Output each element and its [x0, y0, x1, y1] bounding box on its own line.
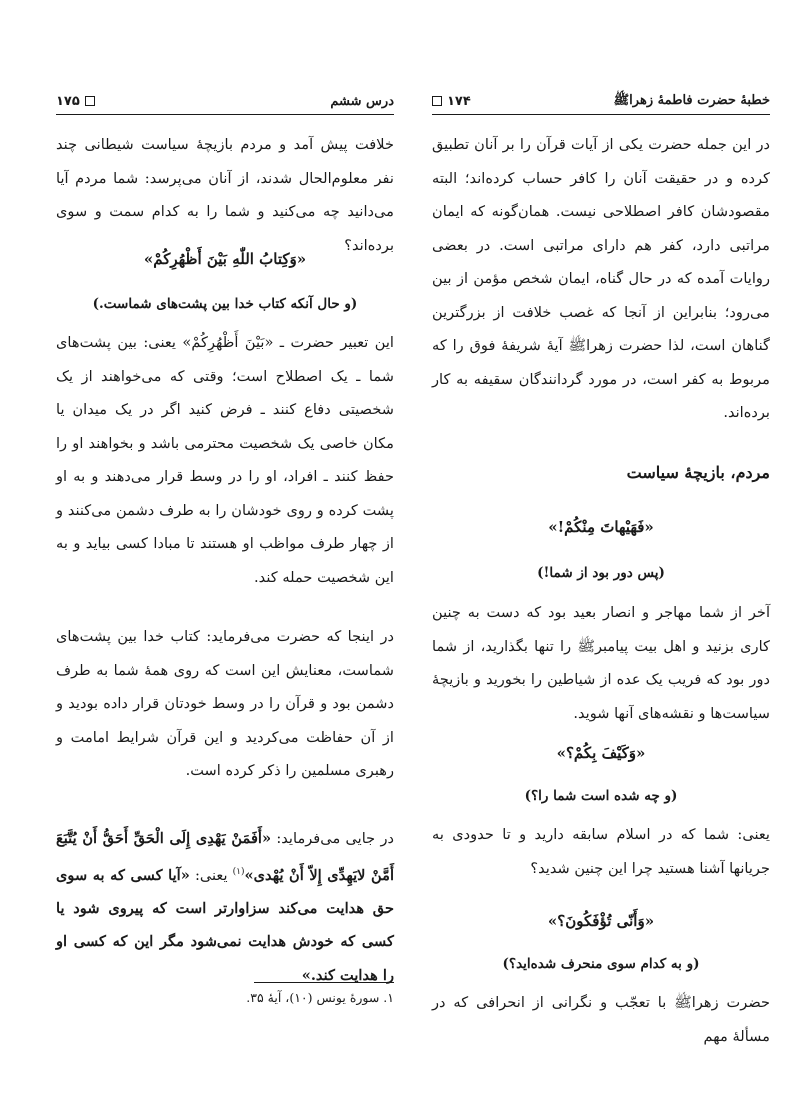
left-paragraph-4: [56, 822, 394, 992]
arabic-quote-2: «وَکَیْفَ بِکُمْ؟»: [556, 744, 646, 762]
left-running-head: [56, 88, 394, 115]
quote-translation-3: (و به کدام سوی منحرف شده‌اید؟): [502, 956, 700, 972]
right-paragraph-2: آخر از شما مهاجر و انصار بعید بود که دست به چنین کاری بزنید و اهل بیت پیامبرﷺ را تنها بگذارید، از شما دور بود که فریب یک عده از شیاطین را بخورید و بازیچهٔ سیاست‌ها و نقشه‌های آنها شوید.: [432, 604, 770, 722]
left-paragraph-3: در اینجا که حضرت می‌فرماید: کتاب خدا بین پشت‌های شماست، معنایش این است که روی همهٔ شما به طرف دشمن بود و قرآن را در وسط خودتان قرار داده بودید و از آن حفاظت می‌کردید و این قرآن شرایط امامت و رهبری مسلمین را ذکر کرده است.: [56, 628, 394, 779]
right-paragraph-1: در این جمله حضرت یکی از آیات قرآن را بر آنان تطبیق کرده و در حقیقت آنان را کافر حساب کرده‌اند؛ البته مقصودشان کافر اصطلاحی نیست. همان‌گونه که ایمان مراتبی دارد، کفر هم دارای مراتبی است. در بعضی روایات آمده که در حال گناه، ایمان شخص مؤمن از بین می‌رود؛ بنابراین از آنجا که غصب خلافت از بزرگترین گناهان است، لذا حضرت زهراﷺ آیهٔ شریفهٔ فوق را که مربوط به کفر است، در مورد گردانندگان سقیفه به کار برده‌اند.: [432, 136, 770, 421]
footnote: ۱. سورهٔ یونس (۱۰)، آیهٔ ۳۵.: [246, 990, 394, 1005]
quote-translation-1: (پس دور بود از شما!): [537, 565, 665, 581]
right-page-number: ۱۷۴: [447, 93, 471, 109]
arabic-quote-3: «وَأَنّی تُؤْفَکُونَ؟»: [547, 912, 655, 930]
left-arabic-quote-1: «وَکِتابُ اللّٰهِ بَیْنَ أَظْهُرِکُمْ»: [143, 250, 307, 268]
left-page-number: ۱۷۵: [56, 93, 80, 109]
right-paragraph-4: حضرت زهراﷺ با تعجّب و نگرانی از انحرافی که در مسألهٔ مهم: [432, 994, 770, 1045]
para4-start: در جایی می‌فرماید:: [271, 830, 394, 847]
verse-translation: «آیا کسی که به سوی حق هدایت می‌کند سزاوارتر است که پیروی شود یا کسی که خودش هدایت نمی‌شود مگر این که کسی او را هدایت کند.»: [56, 866, 394, 984]
right-paragraph-3: یعنی: شما که در اسلام سابقه دارید و تا حدودی به جریانها آشنا هستید چرا این چنین شدید؟: [432, 826, 770, 877]
left-header-title: درس ششم: [330, 93, 394, 109]
footnote-marker: (۱): [232, 866, 245, 877]
quran-verse: «أَفَمَنْ یَهْدِی إِلَی الْحَقِّ أَحَقُّ أَنْ یُتَّبَعَ أَمَّنْ لایَهِدِّی إِلاّ أَنْ یُهْدی»: [56, 830, 394, 884]
quote-translation-2: (و چه شده است شما را؟): [524, 788, 678, 804]
section-heading: مردم، بازیچهٔ سیاست: [626, 463, 770, 482]
left-paragraph-2: این تعبیر حضرت ـ «بَیْنَ أَظْهُرِکُمْ» یعنی: بین پشت‌های شما ـ یک اصطلاح است؛ وقتی که می‌خواهند از یک شخصیتی دفاع کنند ـ فرض کنید اگر در یک میدان یا مکان خاصی یک شخصیت محترمی باشد و بخواهند او را حفظ کنند ـ افراد، او را در وسط قرار می‌دهند و به او پشت کرده و روی خودشان را به طرف دشمن می‌کنند و از چهار طرف مواظب او هستند تا مبادا کسی بیاید و به این شخصیت حمله کند.: [56, 334, 394, 586]
left-page-number-group: [56, 94, 95, 109]
arabic-quote-1: «فَهَیْهاتَ مِنْکُمْ!»: [548, 518, 654, 536]
right-page-number-group: [432, 94, 471, 109]
footnote-divider: [254, 982, 394, 983]
square-ornament-icon: [85, 96, 95, 106]
para4-mid: یعنی:: [189, 866, 233, 884]
right-running-head: [432, 88, 770, 115]
left-paragraph-1: خلافت پیش آمد و مردم بازیچهٔ سیاست شیطانی چند نفر معلوم‌الحال شدند، از آنان می‌پرسد: شما مردم آیا می‌دانید چه می‌کنید و شما را به کدام سمت و سوی برده‌اند؟: [56, 136, 394, 254]
left-quote-translation-1: (و حال آنکه کتاب خدا بین پشت‌های شماست.): [92, 296, 358, 312]
right-header-title: خطبهٔ حضرت فاطمهٔ زهراﷺ: [613, 92, 770, 108]
square-ornament-icon: [432, 96, 442, 106]
